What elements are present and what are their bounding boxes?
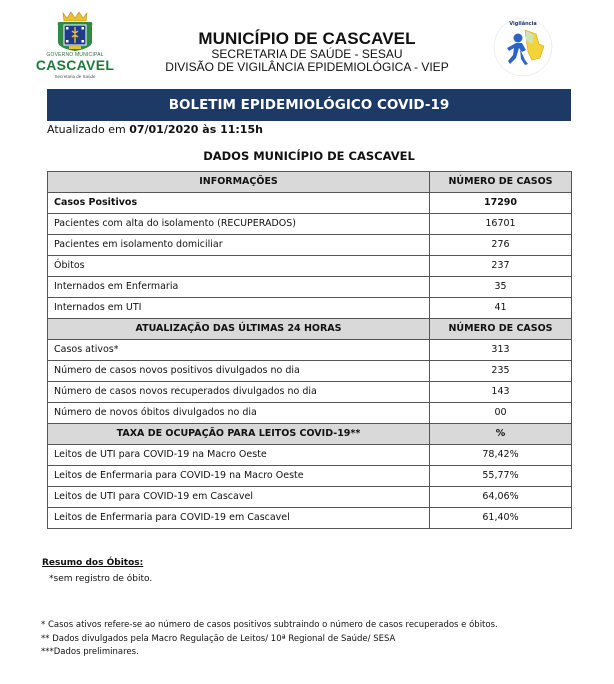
- table-row: [48, 193, 572, 214]
- row-label: Leitos de Enfermaria para COVID-19 na Macro Oeste: [48, 466, 430, 487]
- row-value: 35: [430, 277, 572, 298]
- table-row: [48, 487, 572, 508]
- vigilancia-logo: [492, 16, 554, 78]
- table-row: [48, 508, 572, 529]
- covid-data-table: [47, 171, 572, 529]
- table-row: [48, 340, 572, 361]
- page-subtitle-secretaria: SECRETARIA DE SAÚDE - SESAU: [211, 47, 403, 61]
- row-label: Número de novos óbitos divulgados no dia: [48, 403, 430, 424]
- section-header-24h-value: NÚMERO DE CASOS: [430, 319, 572, 340]
- section-title: DADOS MUNICÍPIO DE CASCAVEL: [203, 149, 415, 163]
- row-label: Leitos de UTI para COVID-19 em Cascavel: [48, 487, 430, 508]
- column-header-value: NÚMERO DE CASOS: [430, 172, 572, 193]
- row-label: Leitos de UTI para COVID-19 na Macro Oeste: [48, 445, 430, 466]
- logo-city-name: CASCAVEL: [35, 57, 115, 73]
- row-label: Internados em Enfermaria: [48, 277, 430, 298]
- bulletin-banner: BOLETIM EPIDEMIOLÓGICO COVID-19: [47, 89, 571, 121]
- row-value: 55,77%: [430, 466, 572, 487]
- table-row: [48, 466, 572, 487]
- footnote-active-cases: * Casos ativos refere-se ao número de casos positivos subtraindo o número de casos recuperados e óbitos.: [41, 620, 498, 630]
- table-row: [48, 298, 572, 319]
- table-row: [48, 445, 572, 466]
- header-title-block: [140, 30, 474, 74]
- logo-sub-label: Secretaria de Saúde: [54, 74, 96, 79]
- row-value: 16701: [430, 214, 572, 235]
- section-header-24h: ATUALIZAÇÃO DAS ÚLTIMAS 24 HORAS: [48, 319, 430, 340]
- cascavel-logo: [33, 10, 117, 80]
- row-value: 78,42%: [430, 445, 572, 466]
- row-value: 61,40%: [430, 508, 572, 529]
- table-row: [48, 403, 572, 424]
- table-row: [48, 361, 572, 382]
- row-label: Pacientes em isolamento domiciliar: [48, 235, 430, 256]
- row-value: 237: [430, 256, 572, 277]
- cascavel-coat-of-arms-icon: [55, 10, 95, 52]
- section-header-occupancy: TAXA DE OCUPAÇÃO PARA LEITOS COVID-19**: [48, 424, 430, 445]
- table-row: [48, 256, 572, 277]
- table-section-header-row: [48, 319, 572, 340]
- table-row: [48, 235, 572, 256]
- updated-datetime: 07/01/2020 às 11:15h: [129, 123, 263, 136]
- row-value: 276: [430, 235, 572, 256]
- row-value: 17290: [430, 193, 572, 214]
- footnote-bed-source: ** Dados divulgados pela Macro Regulação de Leitos/ 10ª Regional de Saúde/ SESA: [41, 633, 396, 644]
- updated-timestamp: [47, 123, 263, 136]
- row-label: Número de casos novos positivos divulgados no dia: [48, 361, 430, 382]
- svg-text:Vigilância: Vigilância: [509, 21, 537, 27]
- row-label: Óbitos: [48, 256, 430, 277]
- row-label: Pacientes com alta do isolamento (RECUPERADOS): [48, 214, 430, 235]
- column-header-info: INFORMAÇÕES: [48, 172, 430, 193]
- table-row: [48, 382, 572, 403]
- row-value: 313: [430, 340, 572, 361]
- row-value: 00: [430, 403, 572, 424]
- footnote-preliminary: ***Dados preliminares.: [41, 647, 139, 657]
- deaths-summary-note: *sem registro de óbito.: [49, 574, 153, 584]
- vigilancia-epidemiologica-seal-icon: [492, 16, 554, 78]
- row-label: Casos ativos*: [48, 340, 430, 361]
- row-label: Número de casos novos recuperados divulgados no dia: [48, 382, 430, 403]
- logo-gov-label: GOVERNO MUNICIPAL: [46, 52, 104, 58]
- row-value: 64,06%: [430, 487, 572, 508]
- footnotes: [41, 619, 498, 660]
- row-label: Casos Positivos: [48, 193, 430, 214]
- row-value: 235: [430, 361, 572, 382]
- updated-prefix: Atualizado em: [47, 123, 130, 136]
- page-title: MUNICÍPIO DE CASCAVEL: [198, 29, 416, 48]
- table-header-row: [48, 172, 572, 193]
- page-subtitle-divisao: DIVISÃO DE VIGILÂNCIA EPIDEMIOLÓGICA - VIEP: [165, 60, 449, 74]
- table-row: [48, 214, 572, 235]
- row-value: 143: [430, 382, 572, 403]
- row-label: Internados em UTI: [48, 298, 430, 319]
- table-row: [48, 277, 572, 298]
- row-value: 41: [430, 298, 572, 319]
- deaths-summary-title: Resumo dos Óbitos:: [42, 558, 144, 568]
- section-header-occupancy-value: %: [430, 424, 572, 445]
- table-section-header-row: [48, 424, 572, 445]
- row-label: Leitos de Enfermaria para COVID-19 em Cascavel: [48, 508, 430, 529]
